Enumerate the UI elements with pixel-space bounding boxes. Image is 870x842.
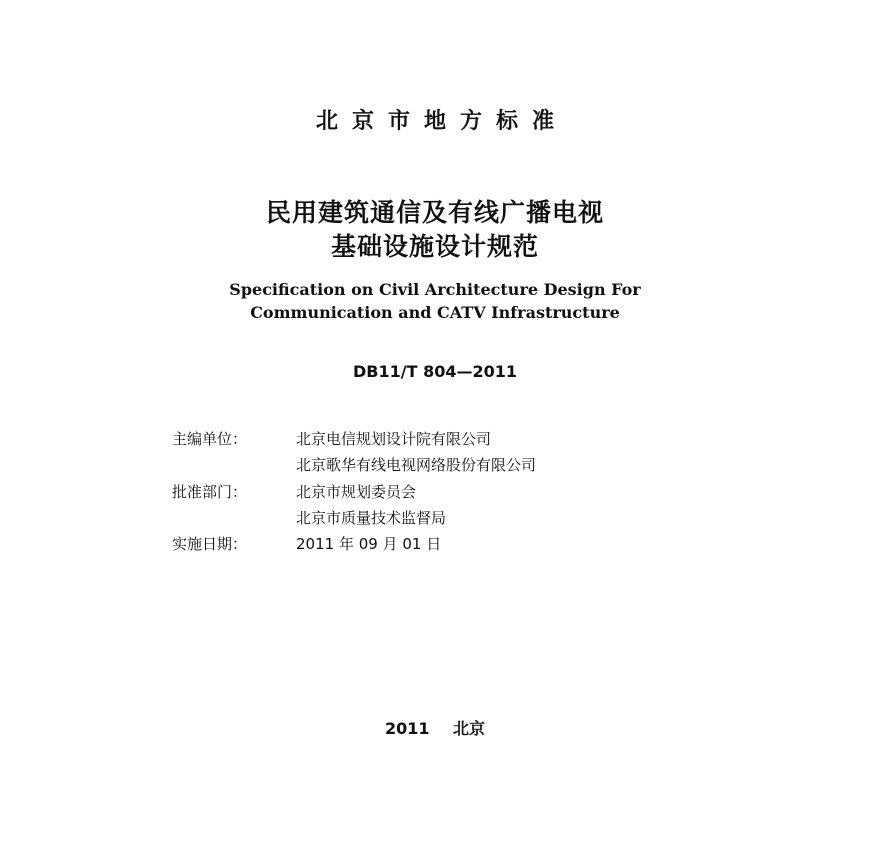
approver-dept-1: 北京市规划委员会 [296, 483, 417, 501]
implementation-date-value: 2011 年 09 月 01 日 [296, 535, 442, 553]
title-chinese-line2: 基础设施设计规范 [330, 232, 539, 261]
title-chinese-line1: 民用建筑通信及有线广播电视 [265, 198, 604, 227]
title-english-line1: Specification on Civil Architecture Design For [229, 280, 641, 299]
title-english-line2: Communication and CATV Infrastructure [250, 303, 620, 322]
editor-unit-1: 北京电信规划设计院有限公司 [296, 430, 492, 448]
editor-unit-2: 北京歌华有线电视网络股份有限公司 [296, 456, 537, 474]
standard-code: DB11/T 804—2011 [353, 362, 517, 381]
approver-label: 批准部门： [172, 483, 248, 501]
implementation-date-label: 实施日期： [172, 535, 248, 553]
approver-dept-2: 北京市质量技术监督局 [296, 509, 447, 527]
publication-year-place: 2011 北京 [384, 719, 486, 738]
standard-type-header: 北京市地方标准 [315, 109, 568, 134]
editor-label: 主编单位： [172, 430, 248, 448]
